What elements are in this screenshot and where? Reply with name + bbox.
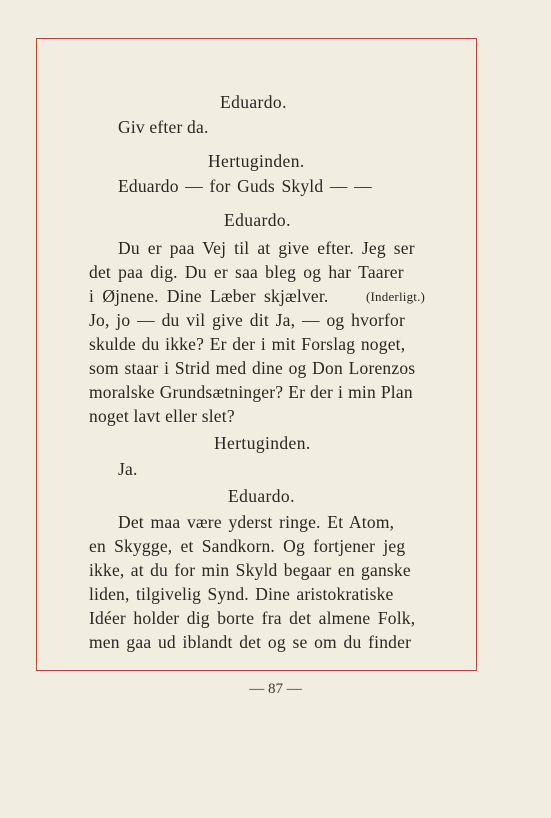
dialogue-line: en Skygge, et Sandkorn. Og fortjener jeg [89, 536, 406, 556]
dialogue-line: liden, tilgivelig Synd. Dine aristokratiske [89, 584, 394, 604]
page-number: — 87 — [249, 681, 302, 697]
dialogue-line: moralske Grundsætninger? Er der i min Plan [89, 382, 413, 402]
dialogue-line: Du er paa Vej til at give efter. Jeg ser [118, 238, 415, 258]
dialogue-line: Jo, jo — du vil give dit Ja, — og hvorfor [89, 310, 406, 330]
stage-direction: (Inderligt.) [366, 289, 426, 304]
dialogue-line: Giv efter da. [118, 117, 209, 137]
dialogue-line: som staar i Strid med dine og Don Lorenzos [89, 358, 416, 378]
speaker-eduardo: Eduardo. [220, 92, 287, 112]
speaker-hertuginden: Hertuginden. [214, 433, 311, 453]
dialogue-line: men gaa ud iblandt det og se om du finder [89, 632, 412, 652]
speaker-eduardo: Eduardo. [224, 210, 291, 230]
dialogue-line: Idéer holder dig borte fra det almene Folk, [89, 608, 416, 628]
dialogue-line: i Øjnene. Dine Læber skjælver. [89, 286, 329, 306]
speaker-hertuginden: Hertuginden. [208, 151, 305, 171]
dialogue-line: Eduardo — for Guds Skyld — — [118, 176, 372, 196]
dialogue-line: det paa dig. Du er saa bleg og har Taarer [89, 262, 404, 282]
dialogue-line: noget lavt eller slet? [89, 406, 235, 426]
dialogue-line: ikke, at du for min Skyld begaar en ganske [89, 560, 411, 580]
dialogue-line: Det maa være yderst ringe. Et Atom, [118, 512, 395, 532]
dialogue-line: skulde du ikke? Er der i mit Forslag noget, [89, 334, 406, 354]
speaker-eduardo: Eduardo. [228, 486, 295, 506]
dialogue-line: Ja. [118, 459, 138, 479]
